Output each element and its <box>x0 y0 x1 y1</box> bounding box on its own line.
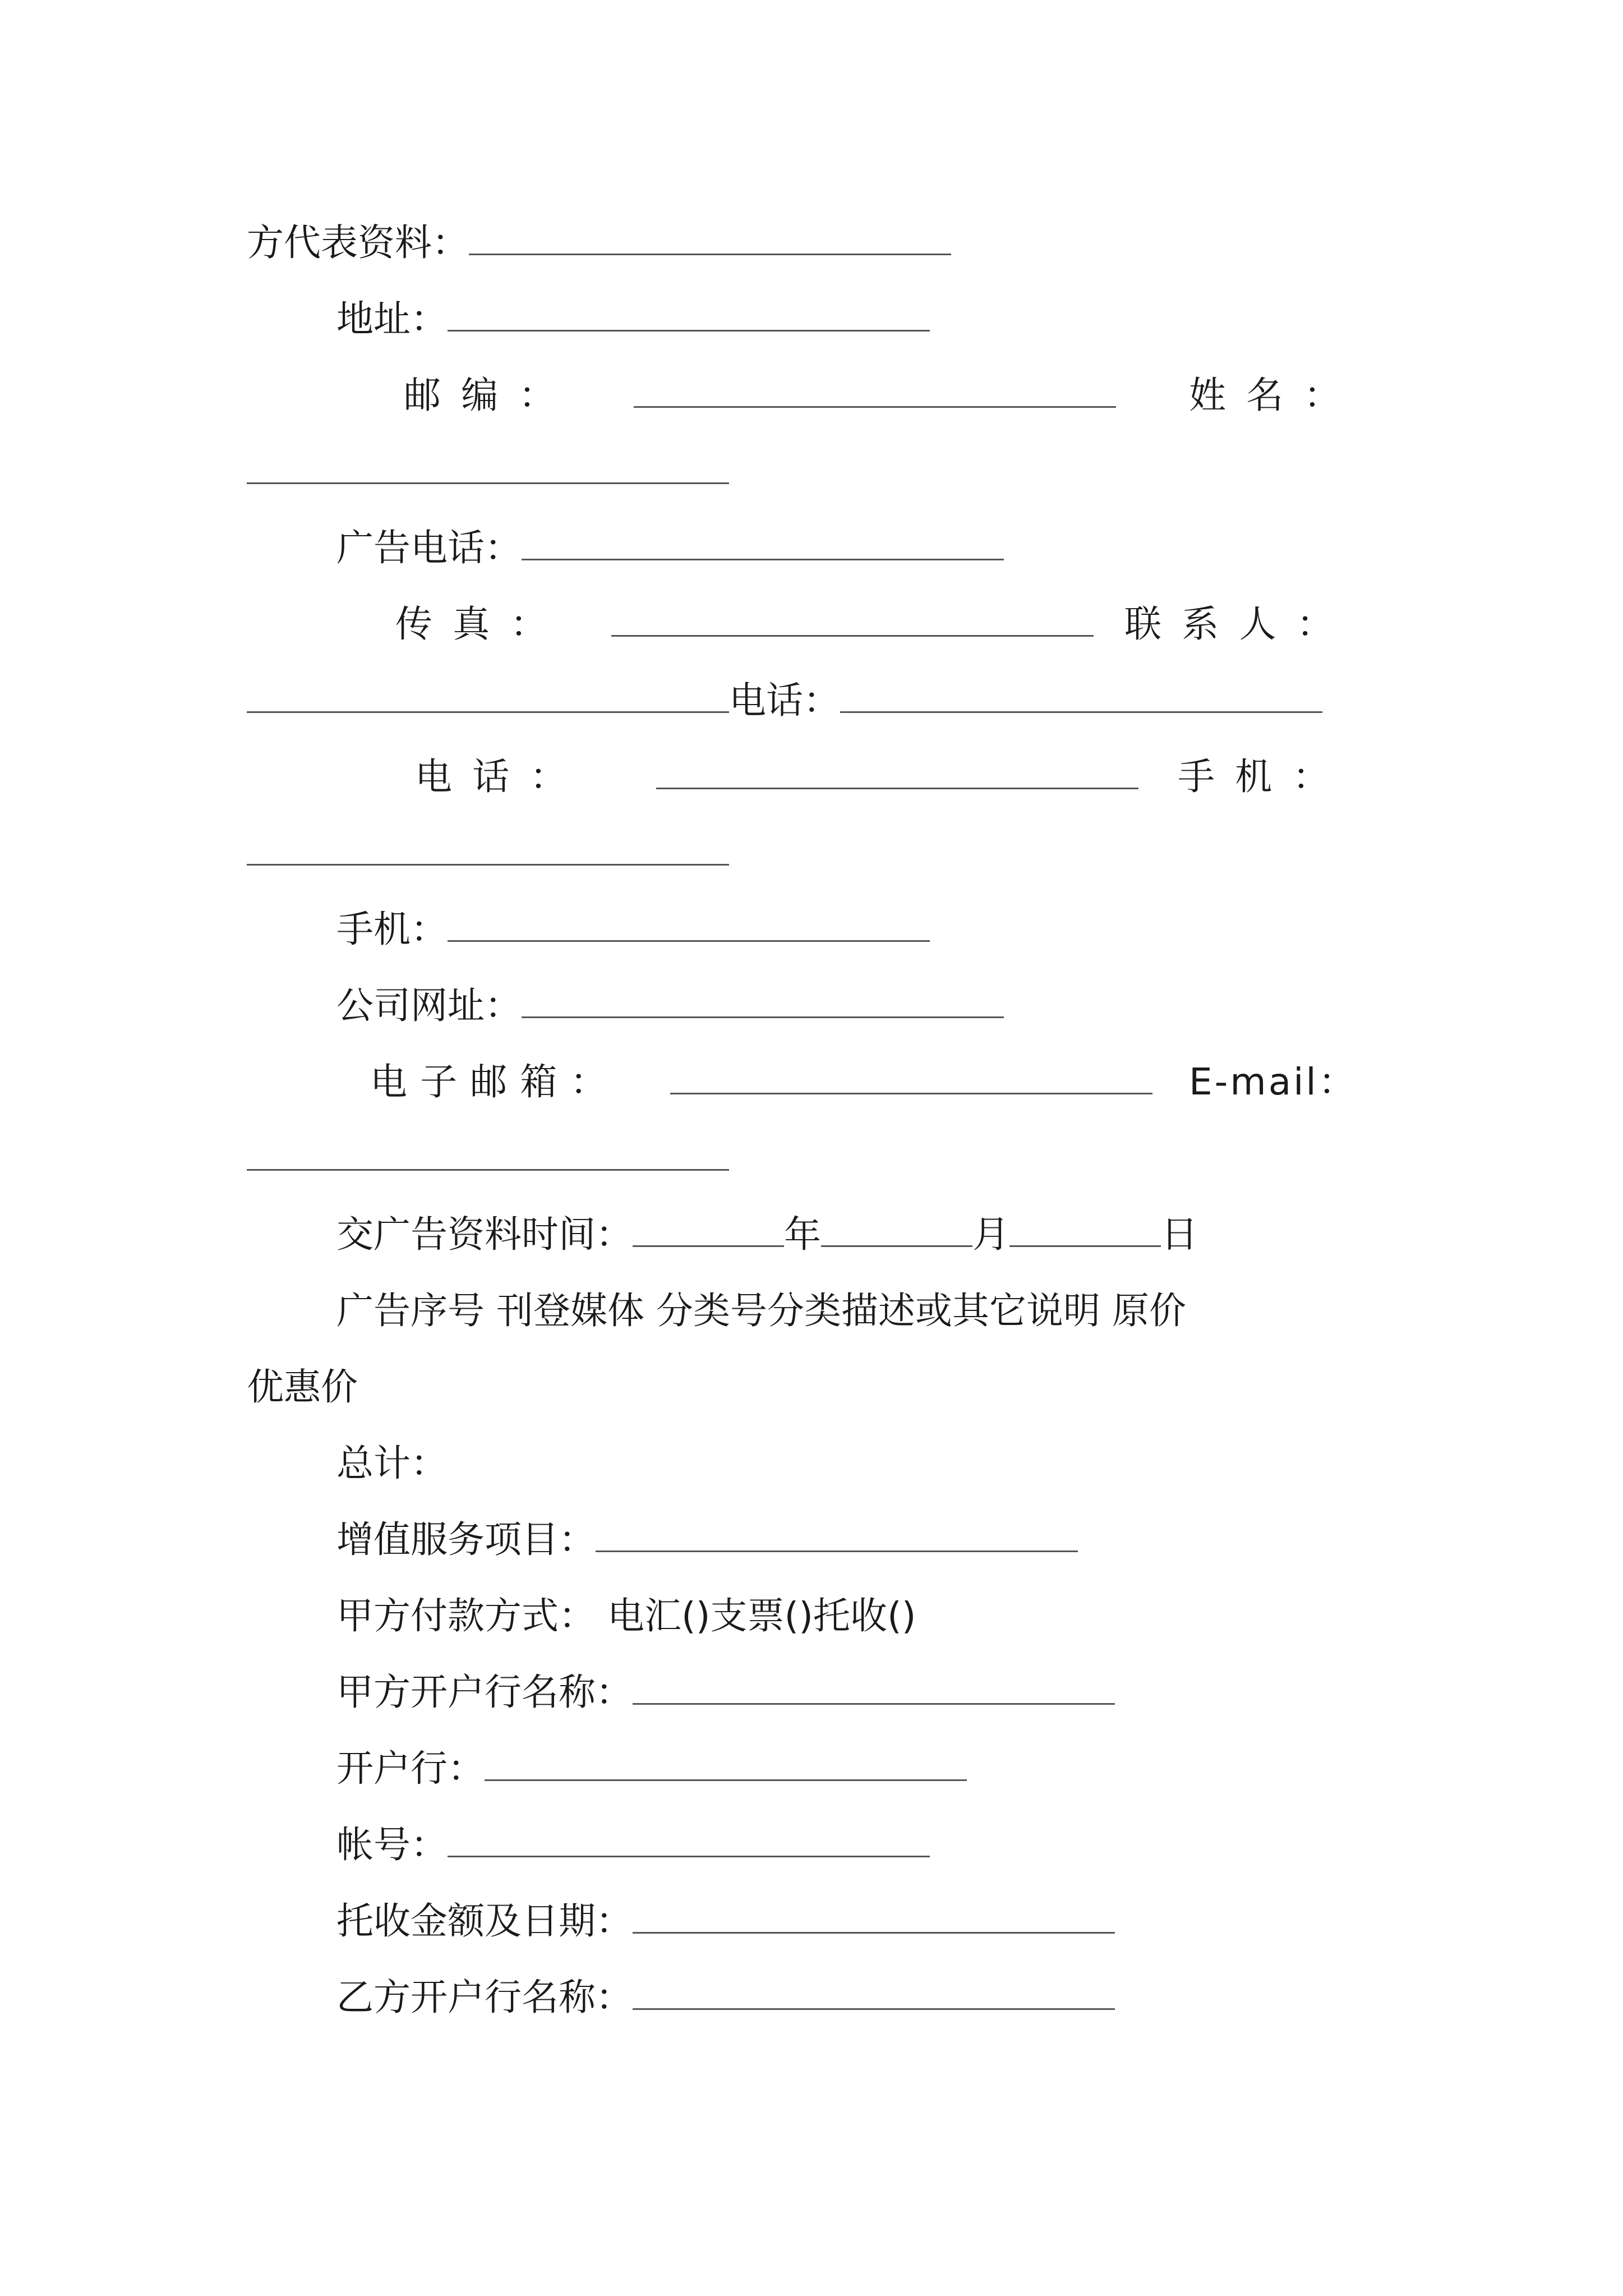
bank-line <box>336 1738 967 1800</box>
value-added-label: 增值服务项目： <box>336 1518 596 1561</box>
mobile2-field[interactable] <box>448 905 930 942</box>
contact-person-label: 联系人： <box>1124 602 1354 646</box>
party-a-bank-field[interactable] <box>633 1668 1115 1705</box>
party-a-bank-label: 甲方开户行名称： <box>336 1671 633 1714</box>
collection-label: 托收金额及日期： <box>336 1899 633 1943</box>
party-b-bank-field[interactable] <box>633 1973 1115 2010</box>
email-en-label: E-mail： <box>1189 1060 1358 1103</box>
day-field[interactable] <box>1009 1211 1161 1247</box>
email-en-field[interactable] <box>247 1134 729 1171</box>
total-label: 总计： <box>336 1442 448 1485</box>
company-site-field[interactable] <box>522 982 1004 1018</box>
rep-info-label: 方代表资料： <box>247 221 469 264</box>
collection-field[interactable] <box>633 1897 1115 1934</box>
mobile2-label: 手机： <box>336 908 448 951</box>
phone-field-wrap <box>656 746 1138 808</box>
mobile-field-wrap <box>247 822 729 884</box>
mobile-label: 手机： <box>1178 755 1350 798</box>
mobile-field[interactable] <box>247 829 729 866</box>
address-line <box>336 288 930 350</box>
party-b-bank-label: 乙方开户行名称： <box>336 1976 633 2019</box>
bank-label: 开户行： <box>336 1747 485 1790</box>
month-field[interactable] <box>821 1211 972 1247</box>
email-cn-label: 电子邮箱： <box>370 1060 620 1103</box>
account-line <box>336 1814 930 1876</box>
fax-label: 传真： <box>395 602 568 646</box>
address-label: 地址： <box>336 297 448 341</box>
ad-phone-label: 广告电话： <box>336 526 522 569</box>
fax-field-wrap <box>611 593 1094 655</box>
bank-field[interactable] <box>485 1745 967 1781</box>
columns-header-line2: 优惠价 <box>247 1365 358 1409</box>
contact-phone-line <box>247 670 1322 731</box>
email-cn-field-wrap <box>670 1051 1152 1113</box>
email-en-field-wrap <box>247 1128 729 1189</box>
phone-field[interactable] <box>656 753 1138 789</box>
ad-phone-line <box>336 517 1004 579</box>
year-label: 年 <box>784 1213 821 1256</box>
value-added-line <box>336 1509 1078 1571</box>
collection-line <box>336 1890 1115 1952</box>
postcode-field[interactable] <box>634 371 1116 408</box>
payment-method-line: 甲方付款方式： 电汇()支票()托收() <box>336 1594 916 1637</box>
company-site-label: 公司网址： <box>336 984 522 1027</box>
day-label: 日 <box>1161 1213 1198 1256</box>
submit-time-label: 交广告资料时间： <box>336 1213 633 1256</box>
contact-phone-label: 电话： <box>729 679 840 722</box>
ad-phone-field[interactable] <box>522 524 1004 560</box>
contact-phone-field[interactable] <box>840 677 1322 713</box>
name-field-wrap <box>247 441 729 503</box>
account-label: 帐号： <box>336 1823 448 1866</box>
rep-info-line <box>247 212 951 274</box>
columns-header-line1: 广告序号 刊登媒体 分类号分类描述或其它说明 原价 <box>336 1289 1186 1332</box>
party-a-bank-line <box>336 1662 1115 1723</box>
phone-label: 电话： <box>415 755 587 798</box>
mobile2-line <box>336 899 930 960</box>
contact-person-field[interactable] <box>247 677 729 713</box>
year-field[interactable] <box>633 1211 784 1247</box>
submit-time-line <box>336 1204 1198 1266</box>
value-added-field[interactable] <box>596 1516 1078 1552</box>
postcode-field-wrap <box>634 365 1116 426</box>
address-field[interactable] <box>448 295 930 332</box>
email-cn-field[interactable] <box>670 1058 1152 1094</box>
name-field[interactable] <box>247 448 729 484</box>
party-b-bank-line <box>336 1967 1115 2028</box>
fax-field[interactable] <box>611 600 1094 637</box>
rep-info-field[interactable] <box>469 219 951 255</box>
month-label: 月 <box>972 1213 1009 1256</box>
company-site-line <box>336 975 1004 1037</box>
postcode-label: 邮编： <box>404 374 576 417</box>
account-field[interactable] <box>448 1821 930 1857</box>
name-label: 姓名： <box>1189 374 1361 417</box>
